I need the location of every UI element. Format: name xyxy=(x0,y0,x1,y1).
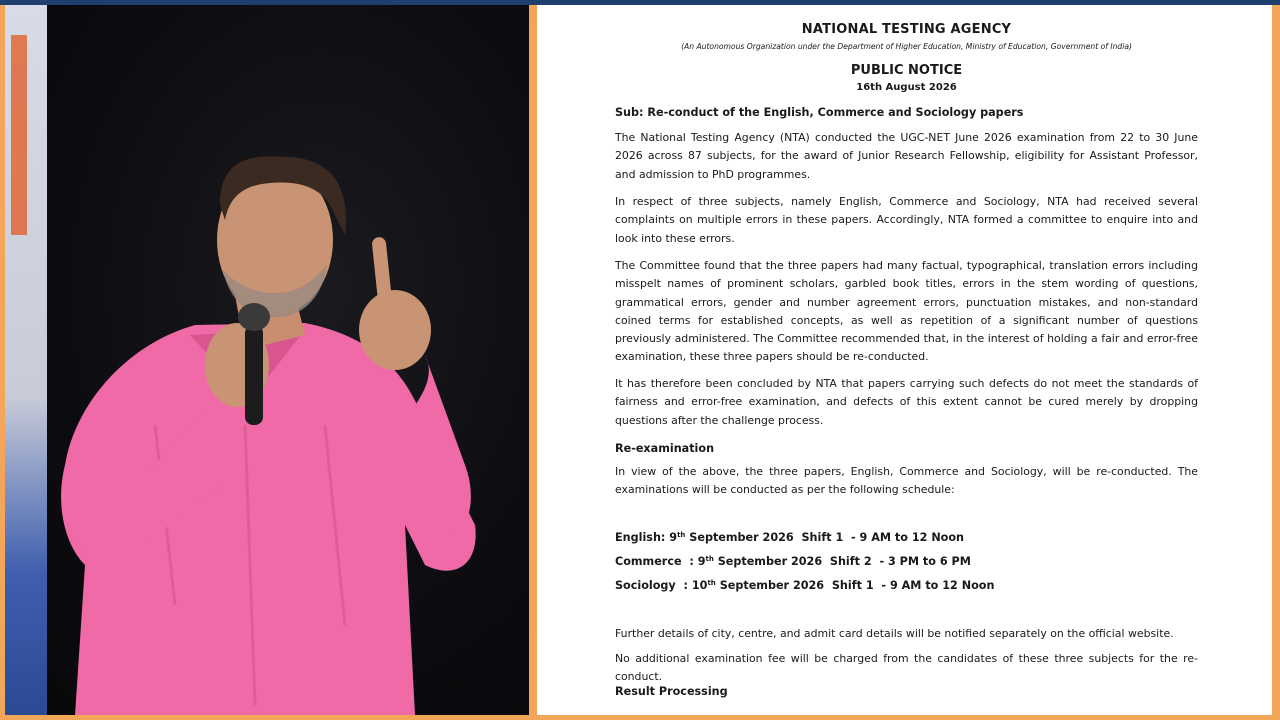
panel-divider xyxy=(529,5,537,715)
further-details-note: Further details of city, centre, and admit card details will be notified separately on the official website. xyxy=(615,627,1174,640)
paragraph: The National Testing Agency (NTA) conducted the UGC-NET June 2026 examination from 22 to 30 June 2026 across 87 subjects, for the award of Junior Research Fellowship, eligibility for Assistant Professor, and admission to PhD programmes. xyxy=(615,131,1198,181)
result-processing-heading: Result Processing xyxy=(615,685,728,698)
paragraph: In respect of three subjects, namely English, Commerce and Sociology, NTA had received several complaints on multiple errors in these papers. Accordingly, NTA formed a committee to enquire into and look into these errors. xyxy=(615,195,1198,245)
schedule-commerce: Commerce : 9th September 2026 Shift 2 - 3 PM to 6 PM xyxy=(615,555,971,568)
bottom-border xyxy=(0,715,1280,720)
notice-subject: Sub: Re-conduct of the English, Commerce and Sociology papers xyxy=(615,106,1024,119)
schedule-english: English: 9th September 2026 Shift 1 - 9 AM to 12 Noon xyxy=(615,531,965,544)
fee-note: No additional examination fee will be charged from the candidates of these three subjects for the re-conduct. xyxy=(615,652,1198,684)
paragraph: The Committee found that the three papers had many factual, typographical, translation errors including misspelt names of prominent scholars, garbled book titles, errors in the stem wording of questions, grammatical errors, gender and number agreement errors, punctuation mistakes, and non-standard coined terms for established concepts, as well as repetition of a significant number of questions previously administered. The Committee recommended that, in the interest of holding a fair and error-free examination, these three papers should be re-conducted. xyxy=(615,259,1198,364)
speaker-figure xyxy=(5,5,529,715)
reexam-heading: Re-examination xyxy=(615,442,715,455)
notice-title: PUBLIC NOTICE xyxy=(850,63,963,78)
paragraph: It has therefore been concluded by NTA that papers carrying such defects do not meet the standards of fairness and error-free examination, and defects of this extent cannot be cured merely by dropping questions after the challenge process. xyxy=(615,377,1198,427)
notice-date: 16th August 2026 xyxy=(856,82,957,93)
agency-title: NATIONAL TESTING AGENCY xyxy=(801,22,1012,37)
schedule-sociology: Sociology : 10th September 2026 Shift 1 - 9 AM to 12 Noon xyxy=(615,579,995,592)
agency-subtitle: (An Autonomous Organization under the Department of Higher Education, Ministry of Education, Government of India) xyxy=(681,42,1132,51)
public-notice-document xyxy=(537,5,1275,715)
speaker-photo xyxy=(5,5,529,715)
reexam-paragraph: In view of the above, the three papers, English, Commerce and Sociology, will be re-conducted. The examinations will be conducted as per the following schedule: xyxy=(615,465,1198,497)
